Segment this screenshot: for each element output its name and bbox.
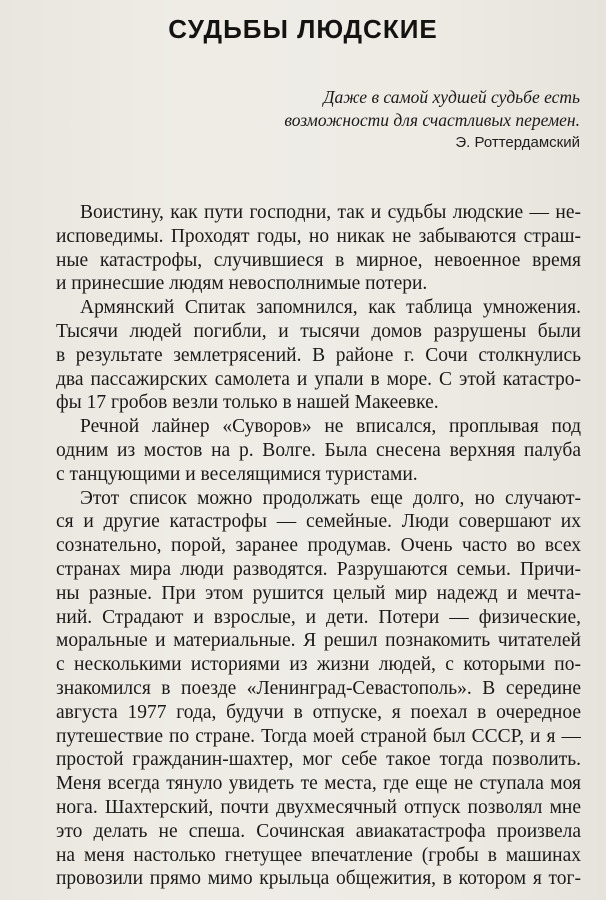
text-line: исповедимы. Проходят годы, но никак не забываются страш- — [56, 225, 581, 247]
text-line: Меня всегда тянуло увидеть те места, где еще не ступала моя — [56, 773, 581, 795]
text-line: Армянский Спитак запомнился, как таблица умножения. — [80, 297, 581, 319]
text-line: ся и другие катастрофы — семейные. Люди совершают их — [56, 511, 581, 533]
text-line: с несколькими историями из жизни людей, с которыми по- — [56, 654, 581, 676]
text-line: августа 1977 года, будучи в отпуске, я поехал в очередное — [56, 701, 581, 723]
text-line: ны разные. При этом рушится целый мир надежд и мечта- — [56, 582, 581, 604]
epigraph — [250, 86, 580, 132]
text-line: Речной лайнер «Суворов» не вписался, проплывая под — [80, 416, 581, 438]
text-line: на меня настолько гнетущее впечатление (гробы в машинах — [56, 844, 581, 866]
body-text — [56, 201, 581, 891]
text-line: в результате землетрясений. В районе г. Сочи столкнулись — [56, 344, 581, 366]
text-line: простой гражданин-шахтер, мог себе такое тогда позволить. — [56, 749, 581, 771]
text-line: путешествие по стране. Тогда моей страной был СССР, и я — — [56, 725, 581, 747]
chapter-title: СУДЬБЫ ЛЮДСКИЕ — [168, 14, 438, 44]
text-line: это делать не спеша. Сочинская авиакатастрофа произвела — [56, 820, 581, 842]
text-line: с танцующими и веселящимися туристами. — [56, 463, 418, 485]
text-line: сознательно, порой, заранее продумав. Очень часто во всех — [56, 535, 581, 557]
text-line: Воистину, как пути господни, так и судьбы людские — не- — [80, 202, 581, 223]
text-line: Этот список можно продолжать еще долго, но случают- — [80, 487, 581, 509]
text-line: моральные и материальные. Я решил познакомить читателей — [56, 630, 581, 652]
text-line: ний. Страдают и взрослые, и дети. Потери — физические, — [56, 606, 581, 628]
text-line: фы 17 гробов везли только в нашей Макеевке. — [56, 392, 439, 414]
text-line: и принесшие людям невосполнимые потери. — [56, 273, 428, 295]
text-line: два пассажирских самолета и упали в море. С этой катастро- — [56, 368, 581, 390]
text-line: ные катастрофы, случившиеся в мирное, невоенное время — [56, 249, 581, 271]
text-line: Тысячи людей погибли, и тысячи домов разрушены были — [56, 320, 581, 342]
text-line: знакомился в поезде «Ленинград-Севастополь». В середине — [56, 677, 581, 699]
epigraph-author: Э. Роттердамский — [455, 134, 580, 151]
epigraph-line: Даже в самой худшей судьбе есть — [323, 87, 580, 107]
text-line: странах мира люди разводятся. Разрушаются семьи. Причи- — [56, 558, 581, 580]
epigraph-line: возможности для счастливых перемен. — [284, 110, 580, 130]
text-line: нога. Шахтерский, почти двухмесячный отпуск позволял мне — [56, 796, 581, 818]
text-line: провозили прямо мимо крыльца общежития, в котором я тог- — [56, 868, 581, 890]
text-line: одним из мостов на р. Волге. Была снесена верхняя палуба — [56, 439, 581, 461]
